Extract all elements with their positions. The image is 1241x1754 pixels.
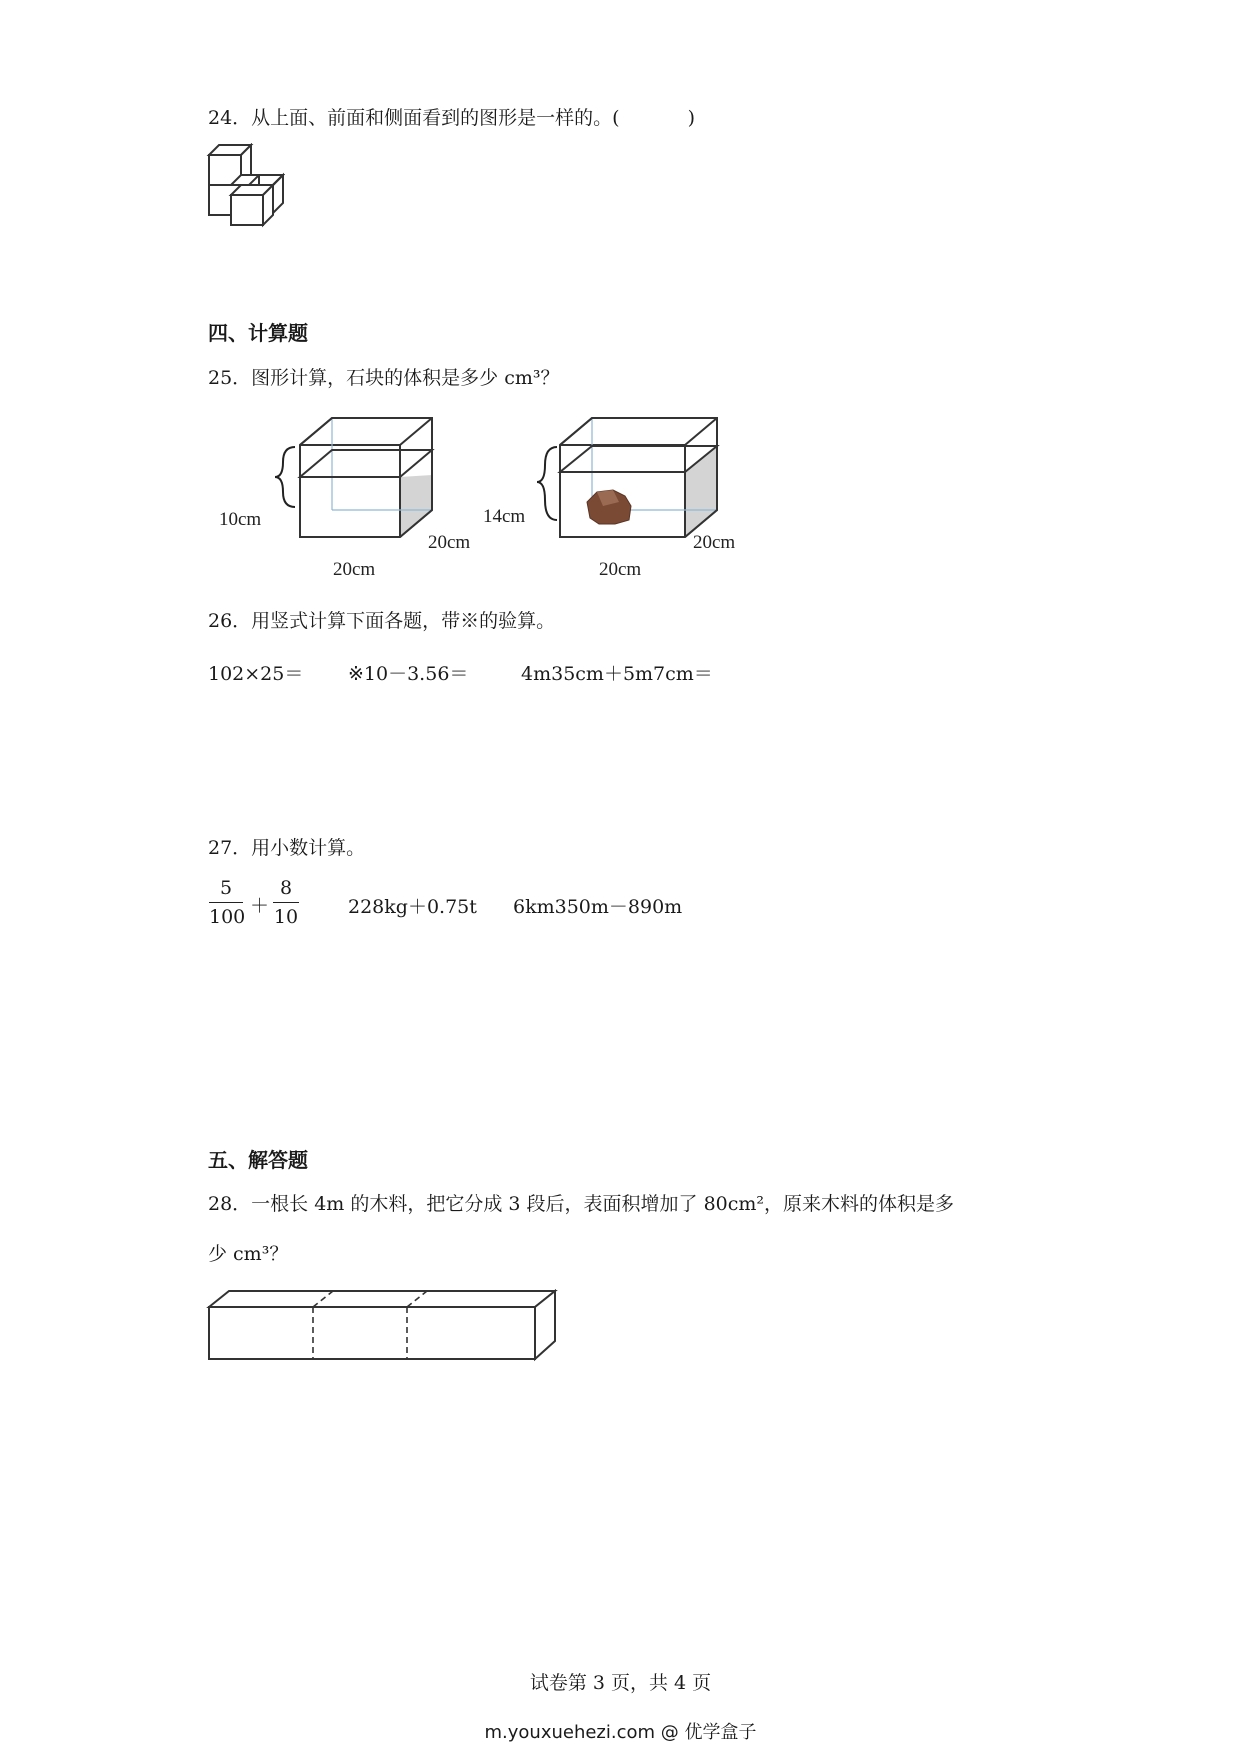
left-tank (300, 418, 432, 537)
question-24-text: 24．从上面、前面和侧面看到的图形是一样的。( ) (208, 107, 696, 129)
section-5-heading: 五、解答题 (208, 1148, 308, 1172)
wood-beam-figure (205, 1285, 570, 1365)
fraction-8-10: 8 10 (273, 877, 299, 928)
question-28-line1: 28．一根长 4m 的木料，把它分成 3 段后，表面积增加了 80cm²，原来木料的体积是多 (208, 1193, 955, 1215)
right-tank (560, 418, 717, 537)
question-28-line2: 少 cm³？ (208, 1243, 289, 1265)
question-25-text: 25．图形计算，石块的体积是多少 cm³？ (208, 367, 560, 389)
expr-27-3: 6km350m－890m (513, 896, 683, 918)
left-width-label: 20cm (333, 559, 376, 580)
right-depth-label: 20cm (693, 532, 736, 553)
page-footer: 试卷第 3 页，共 4 页 (529, 1672, 712, 1694)
plus-sign: ＋ (250, 895, 270, 917)
cube-stack-figure (205, 143, 285, 233)
expr-26-3: 4m35cm＋5m7cm＝ (521, 663, 713, 685)
fraction-5-100: 5 100 (209, 877, 246, 928)
expr-27-2: 228kg＋0.75t (348, 896, 477, 918)
site-watermark: m.youxuehezi.com @ 优学盒子 (484, 1722, 757, 1743)
expr-26-2: ※10－3.56＝ (348, 663, 469, 685)
question-26-text: 26．用竖式计算下面各题，带※的验算。 (208, 610, 556, 632)
question-27-text: 27．用小数计算。 (208, 837, 366, 859)
left-depth-label: 20cm (428, 532, 471, 553)
right-width-label: 20cm (599, 559, 642, 580)
section-4-heading: 四、计算题 (208, 321, 308, 345)
water-tank-figure (215, 410, 755, 585)
left-height-label: 10cm (219, 509, 262, 530)
expr-26-1: 102×25＝ (208, 663, 304, 685)
right-height-label: 14cm (483, 506, 526, 527)
